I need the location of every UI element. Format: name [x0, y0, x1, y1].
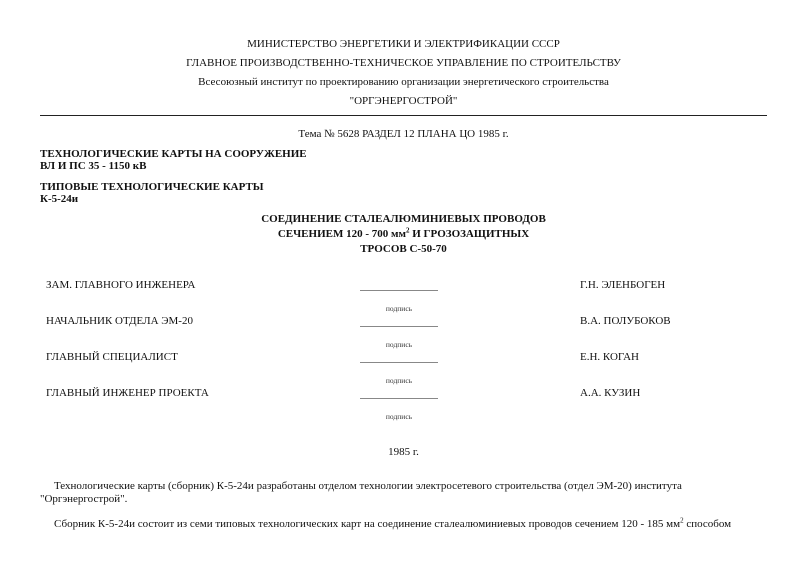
signatory-position: ГЛАВНЫЙ ИНЖЕНЕР ПРОЕКТА	[46, 387, 209, 399]
paragraph-1-continued: "Оргэнергострой".	[40, 493, 128, 505]
department-name: ГЛАВНОЕ ПРОИЗВОДСТВЕННО-ТЕХНИЧЕСКОЕ УПРАВЛЕНИЕ ПО СТРОИТЕЛЬСТВУ	[186, 57, 621, 69]
organization-name: "ОРГЭНЕРГОСТРОЙ"	[349, 95, 458, 107]
typical-cards-heading: ТИПОВЫЕ ТЕХНОЛОГИЧЕСКИЕ КАРТЫ	[40, 181, 264, 193]
topic-line: Тема № 5628 РАЗДЕЛ 12 ПЛАНА ЦО 1985 г.	[298, 128, 509, 140]
title-line2: СЕЧЕНИЕМ 120 - 700 $мм^2$ И ГРОЗОЗАЩИТНЫХ	[277, 226, 530, 240]
signatory-position: ЗАМ. ГЛАВНОГО ИНЖЕНЕРА	[46, 279, 196, 291]
signature-caption: подпись	[385, 412, 413, 421]
title-line1: СОЕДИНЕНИЕ СТАЛЕАЛЮМИНИЕВЫХ ПРОВОДОВ	[261, 213, 546, 225]
signature-line	[360, 362, 438, 363]
institute-name: Всесоюзный институт по проектированию организации энергетического строительства	[198, 76, 609, 88]
signatory-position: НАЧАЛЬНИК ОТДЕЛА ЭМ-20	[46, 315, 193, 327]
signature-line	[360, 326, 438, 327]
signature-line	[360, 290, 438, 291]
signature-caption: подпись	[385, 376, 413, 385]
signatory-position: ГЛАВНЫЙ СПЕЦИАЛИСТ	[46, 351, 178, 363]
signatory-name: В.А. ПОЛУБОКОВ	[580, 315, 671, 327]
signature-line	[360, 398, 438, 399]
signatory-name: Е.Н. КОГАН	[580, 351, 639, 363]
signatory-name: Г.Н. ЭЛЕНБОГЕН	[580, 279, 666, 291]
paragraph-1: Технологические карты (сборник) К-5-24и разработаны отделом технологии электросетевого строительства (отдел ЭМ-20) института	[54, 480, 682, 492]
header-divider	[40, 115, 767, 116]
year: 1985 г.	[388, 446, 419, 458]
cards-heading-line2: ВЛ И ПС 35 - 1150 кВ	[40, 160, 147, 172]
signature-caption: подпись	[385, 340, 413, 349]
ministry-name: МИНИСТЕРСТВО ЭНЕРГЕТИКИ И ЭЛЕКТРИФИКАЦИИ СССР	[247, 38, 560, 50]
paragraph-2: Сборник К-5-24и состоит из семи типовых технологических карт на соединение сталеалюминиевых проводов сечением 120 - 185 $мм^2$ способом	[54, 516, 732, 530]
signatory-name: А.А. КУЗИН	[580, 387, 641, 399]
collection-code: К-5-24и	[40, 193, 79, 205]
cards-heading-line1: ТЕХНОЛОГИЧЕСКИЕ КАРТЫ НА СООРУЖЕНИЕ	[40, 148, 307, 160]
title-line3: ТРОСОВ С-50-70	[360, 243, 447, 255]
signature-caption: подпись	[385, 304, 413, 313]
